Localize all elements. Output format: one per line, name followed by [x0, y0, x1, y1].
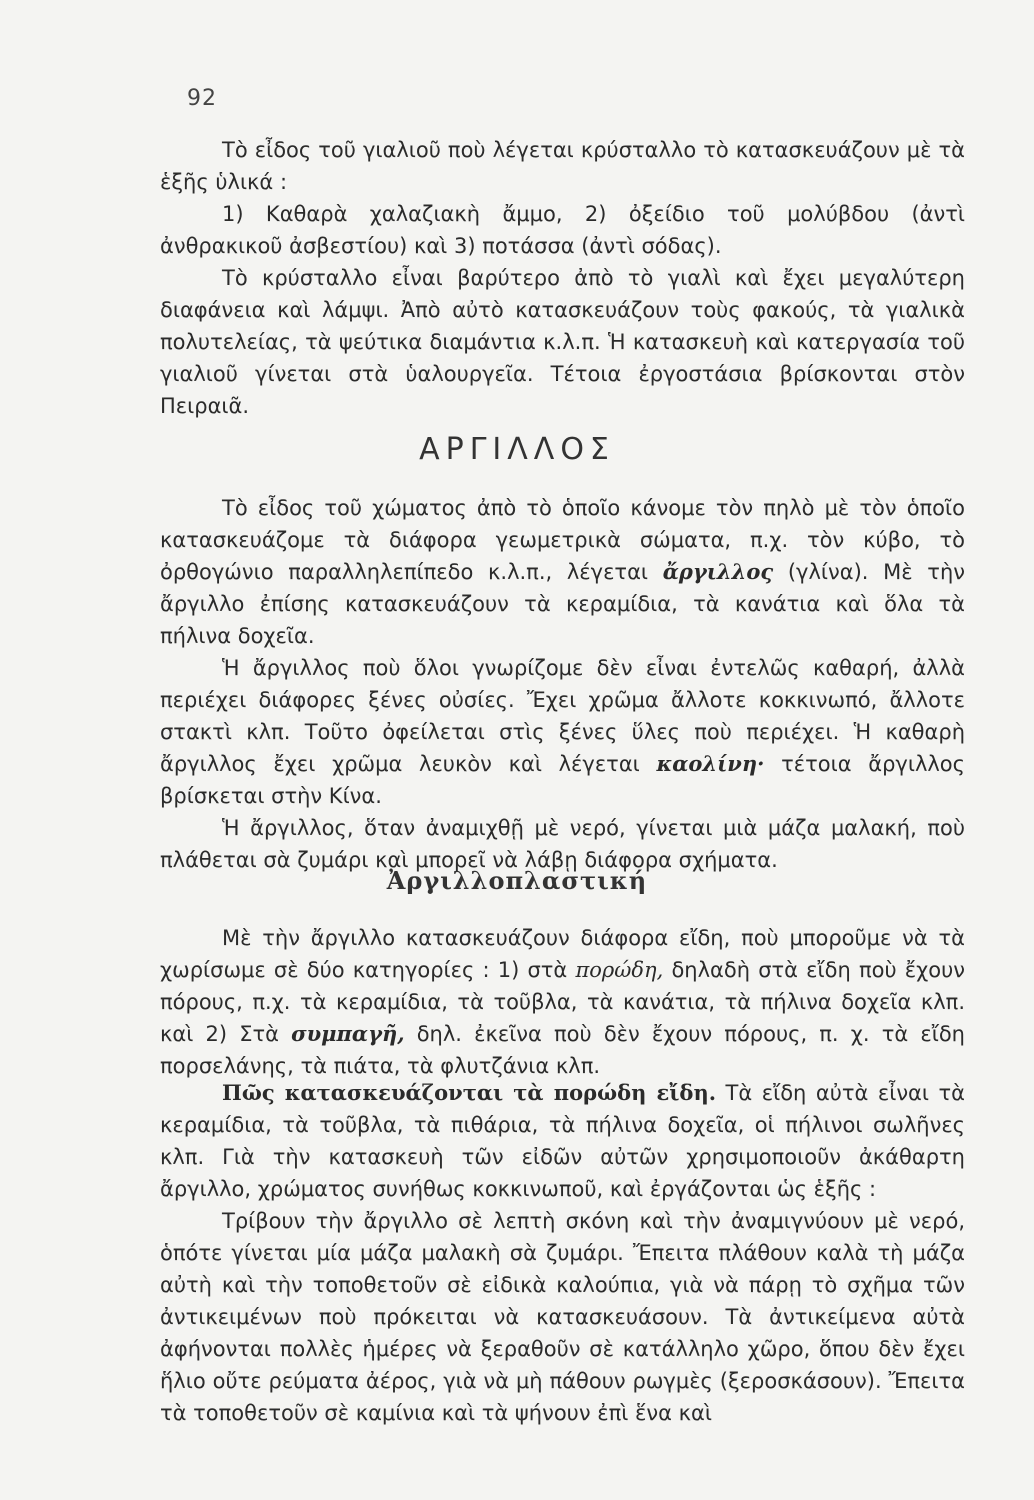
term-emphasis: ἄργιλλος — [662, 559, 774, 584]
clay-text — [160, 492, 965, 876]
text-run: δηλ. ἐκεῖνα ποὺ δὲν ἔχουν πόρους, π. χ. τὰ εἴδη πορσελάνης, τὰ πιάτα, τὰ φλυτζάνια κλπ. — [160, 1022, 965, 1078]
text-run: Ἡ ἄργιλλος ποὺ ὅλοι γνωρίζομε δὲν εἶναι ἐντελῶς καθαρή, ἀλλὰ περιέχει διάφορες ξένες οὐσίες. Ἔχει χρῶμα ἄλλοτε κοκκινωπό, ἄλλοτε στακτὶ κλπ. Τοῦτο ὀφείλεται στὶς ξένες ὕλες ποὺ περιέχει. Ἡ καθαρὴ ἄργιλλος ἔχει χρῶμα λευκὸν καὶ λέγεται — [160, 656, 965, 776]
paragraph — [160, 922, 965, 1082]
text-run: Τὸ εἶδος τοῦ χώματος ἀπὸ τὸ ὁποῖο κάνομε τὸν πηλὸ μὲ τὸν ὁποῖο κατασκευάζομε τὰ διάφορα γεωμετρικὰ σώματα, π.χ. τὸν κύβο, τὸ ὀρθογώνιο παραλληλεπίπεδο κ.λ.π., λέγεται — [160, 496, 965, 584]
paragraph: Τὸ εἶδος τοῦ γιαλιοῦ ποὺ λέγεται κρύσταλλο τὸ κατασκευάζουν μὲ τὰ ἑξῆς ὑλικά : — [160, 138, 965, 194]
paragraph: Ἡ ἄργιλλος, ὅταν ἀναμιχθῇ μὲ νερό, γίνεται μιὰ μάζα μαλακή, ποὺ πλάθεται σὰ ζυμάρι καὶ μπορεῖ νὰ λάβῃ διάφορα σχήματα. — [160, 816, 965, 872]
paragraph — [160, 1077, 965, 1205]
subsection-title: Ἀργιλλοπλαστική — [386, 866, 648, 895]
text-run: τέτοια ἄργιλλος βρίσκεται στὴν Κίνα. — [160, 752, 965, 808]
page-number: 92 — [187, 86, 217, 111]
paragraph: Τρίβουν τὴν ἄργιλλο σὲ λεπτὴ σκόνη καὶ τὴν ἀναμιγνύουν μὲ νερό, ὁπότε γίνεται μία μάζα μαλακὴ σὰ ζυμάρι. Ἔπειτα πλάθουν καλὰ τὴ μάζα αὐτὴ καὶ τὴν τοποθετοῦν σὲ εἰδικὰ καλούπια, γιὰ νὰ πάρῃ τὸ σχῆμα τῶν ἀντικειμένων ποὺ πρόκειται νὰ κατασκευάσουν. Τὰ ἀντικείμενα αὐτὰ ἀφήνονται πολλὲς ἡμέρες νὰ ξεραθοῦν σὲ κατάλληλο χῶρο, ὅπου δὲν ἔχει ἥλιο οὔτε ρεύματα ἀέρος, γιὰ νὰ μὴ πάθουν ρωγμὲς (ξεροσκάσουν). Ἔπειτα τὰ τοποθετοῦν σὲ καμίνια καὶ τὰ ψήνουν ἐπὶ ἕνα καὶ — [160, 1209, 965, 1425]
text-run: δηλαδὴ στὰ εἴδη ποὺ ἔχουν πόρους, π.χ. τὰ κεραμίδια, τὰ τοῦβλα, τὰ κανάτια, τὰ πήλινα δοχεῖα κλπ. καὶ 2) Στὰ — [160, 958, 965, 1046]
text-run: (γλίνα). Μὲ τὴν ἄργιλλο ἐπίσης κατασκευάζουν τὰ κεραμίδια, τὰ κανάτια καὶ ὅλα τὰ πήλινα δοχεῖα. — [160, 560, 965, 648]
pottery-text — [160, 922, 965, 1082]
term-emphasis: καολίνη· — [656, 751, 765, 776]
section-title: ΑΡΓΙΛΛΟΣ — [419, 432, 615, 467]
run-in-heading: Πῶς κατασκευάζονται τὰ πορώδη εἴδη. — [222, 1080, 717, 1105]
paragraph: 1) Καθαρὰ χαλαζιακὴ ἄμμο, 2) ὀξείδιο τοῦ μολύβδου (ἀντὶ ἀνθρακικοῦ ἀσβεστίου) καὶ 3) ποτάσσα (ἀντὶ σόδας). — [160, 202, 965, 258]
porous-text — [160, 1077, 965, 1429]
term-emphasis: πορώδη, — [575, 958, 664, 982]
paragraph: Τὸ κρύσταλλο εἶναι βαρύτερο ἀπὸ τὸ γιαλὶ καὶ ἔχει μεγαλύτερη διαφάνεια καὶ λάμψι. Ἀπὸ αὐτὸ κατασκευάζουν τοὺς φακούς, τὰ γιαλικὰ πολυτελείας, τὰ ψεύτικα διαμάντια κ.λ.π. Ἡ κατασκευὴ καὶ κατεργασία τοῦ γιαλιοῦ γίνεται στὰ ὑαλουργεῖα. Τέτοια ἐργοστάσια βρίσκονται στὸν Πειραιᾶ. — [160, 266, 965, 418]
paragraph — [160, 652, 965, 812]
term-emphasis: συμπαγῆ, — [291, 1021, 405, 1046]
intro-text — [160, 134, 965, 422]
paragraph — [160, 492, 965, 652]
text-run: Τὰ εἴδη αὐτὰ εἶναι τὰ κεραμίδια, τὰ τοῦβλα, τὰ πιθάρια, τὰ πήλινα δοχεῖα, οἱ πήλινοι σωλῆνες κλπ. Γιὰ τὴν κατασκευὴ τῶν εἰδῶν αὐτῶν χρησιμοποιοῦν ἀκάθαρτη ἄργιλλο, χρώματος συνήθως κοκκινωποῦ, καὶ ἐργάζονται ὡς ἑξῆς : — [160, 1081, 966, 1201]
text-run: Μὲ τὴν ἄργιλλο κατασκευάζουν διάφορα εἴδη, ποὺ μποροῦμε νὰ τὰ χωρίσωμε σὲ δύο κατηγορίες : 1) στὰ — [160, 926, 965, 982]
